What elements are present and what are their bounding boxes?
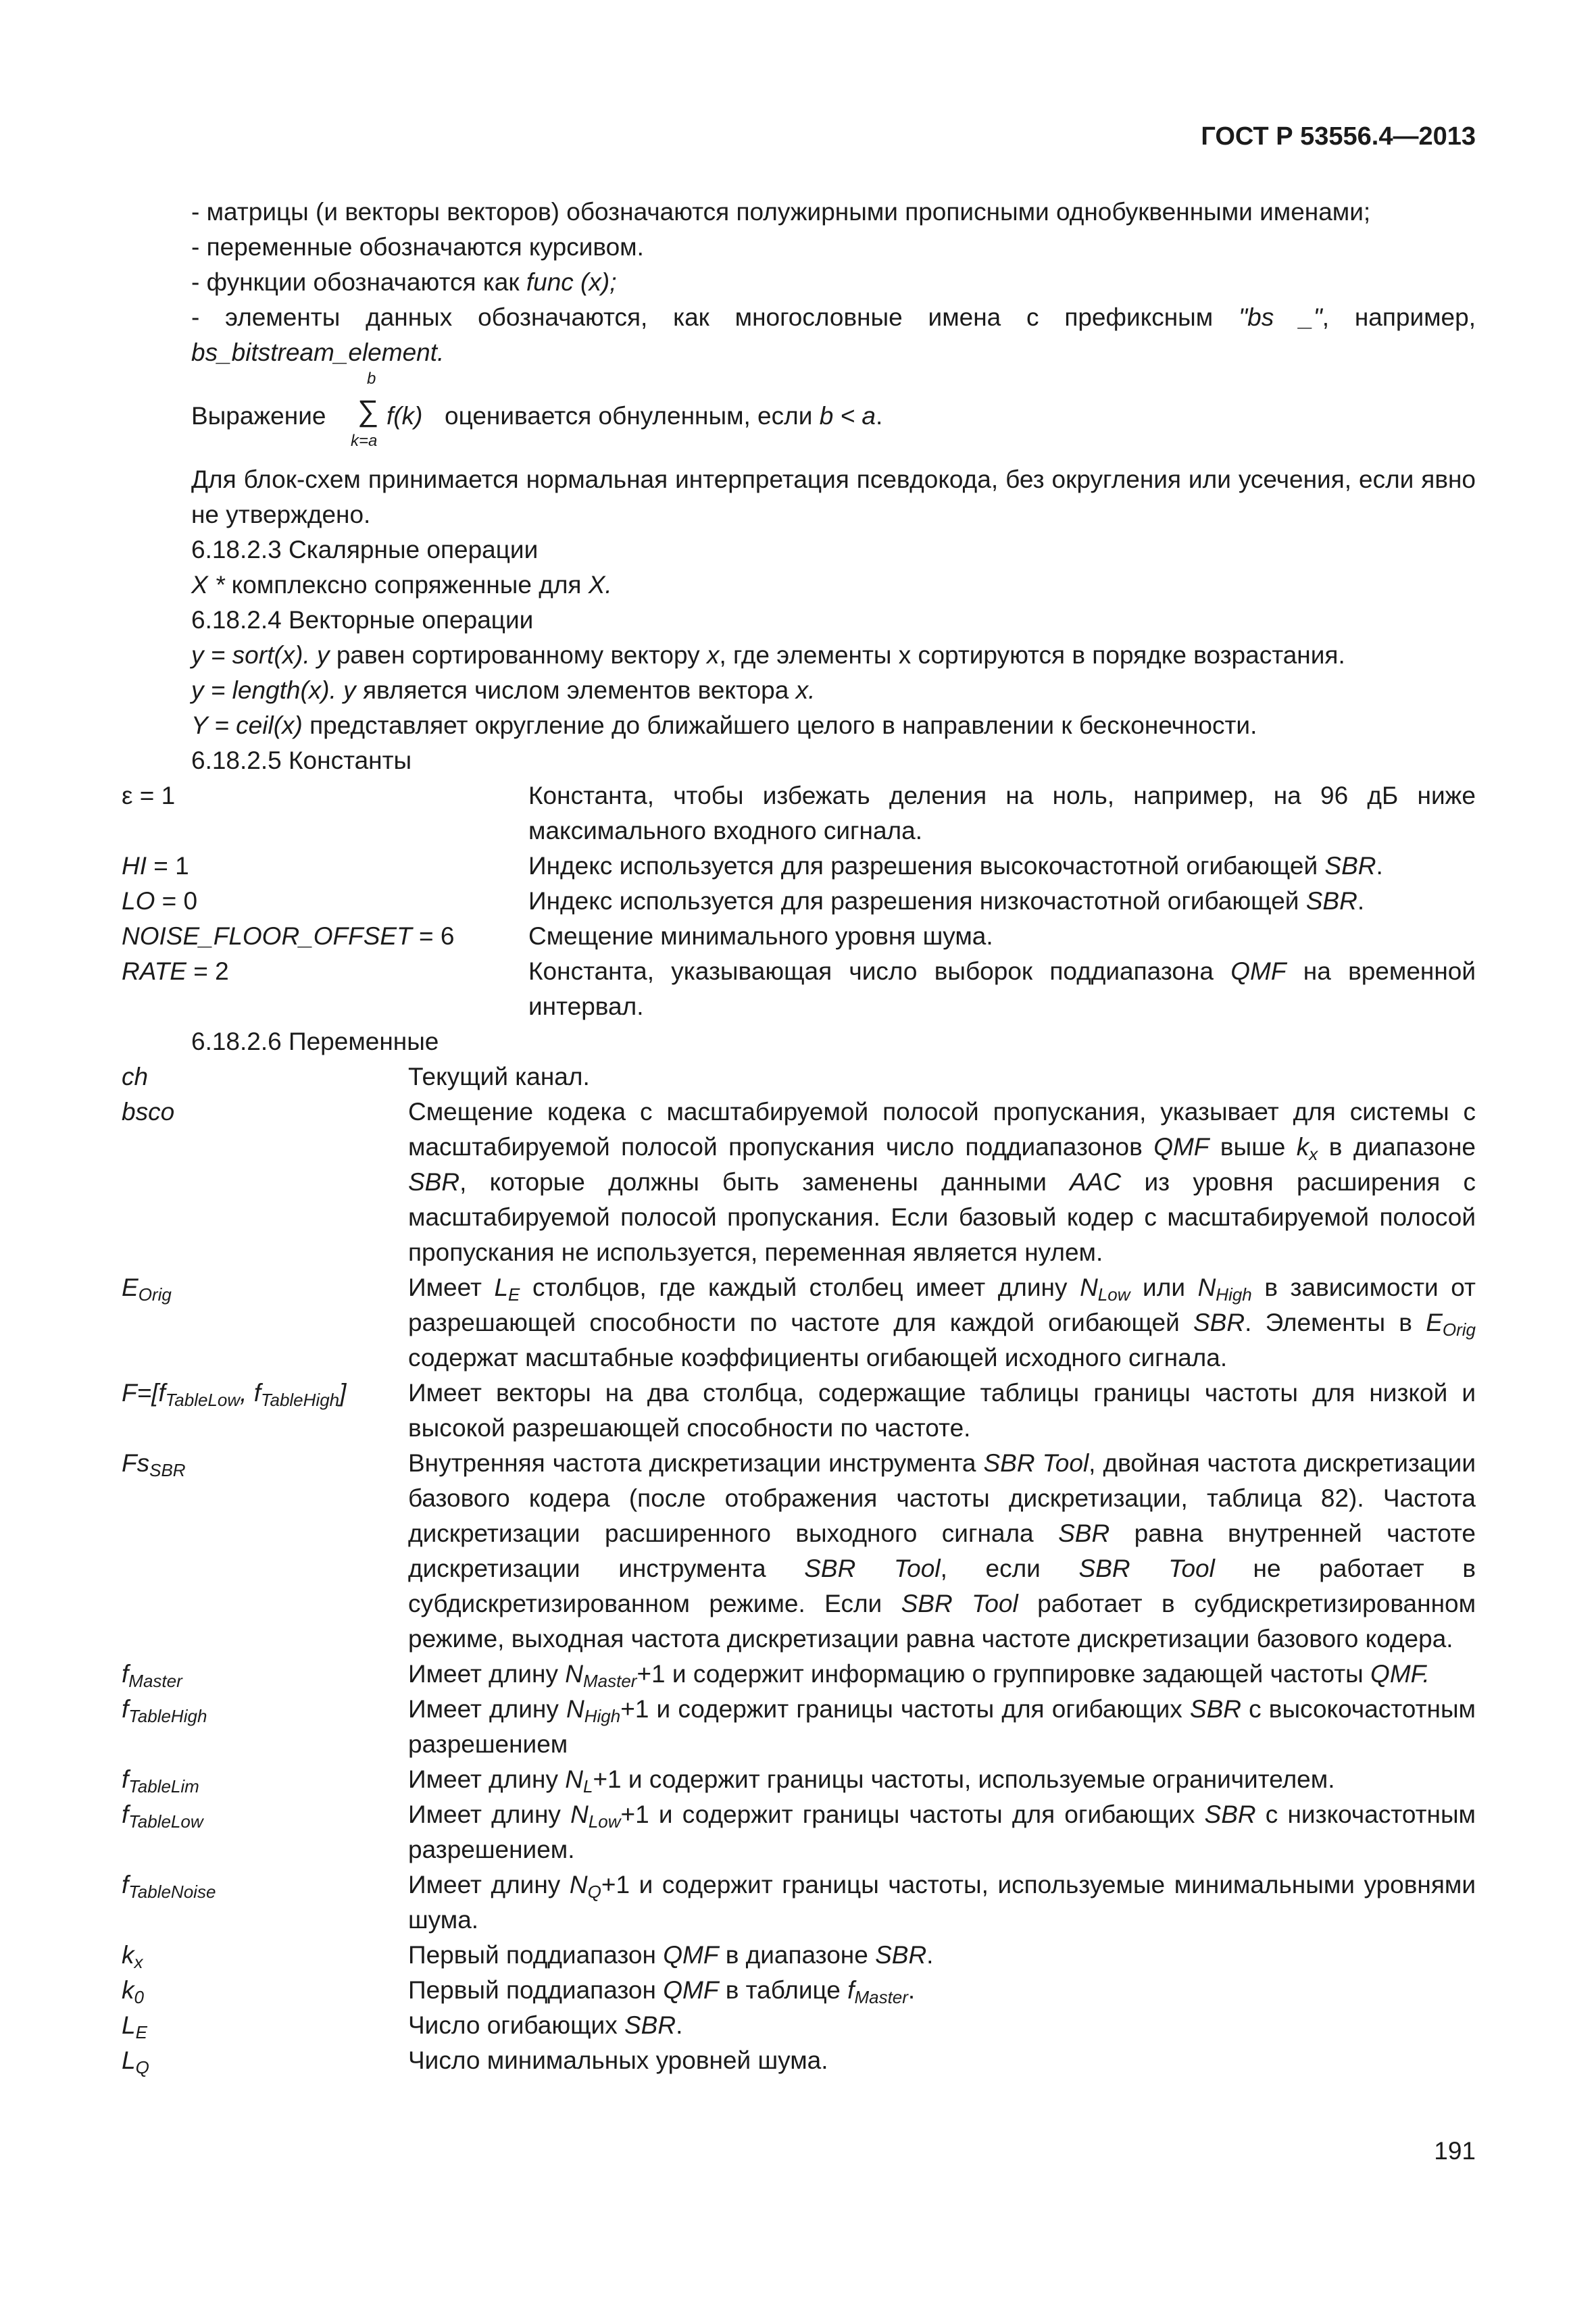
variable-f-master: $f_{Master}$ Имеет длину $N_{Master}+1$ и содержит информацию о группировке задающей частоты QMF. (122, 1660, 1430, 1691)
sigma-symbol: b ∑ k=a (351, 370, 379, 450)
variable-fs-sbr: $Fs_{SBR}$ Внутренняя частота дискретизации инструмента SBR Tool, двойная частота дискретизации базового кодера (после отображения частоты дискретизации, таблица 82). Частота дискретизации расширенного выходного сигнала SBR равна внутренней частоте дискретизации инструмента SBR Tool, если SBR Tool не работает в субдискретизированном режиме. Если SBR Tool работает в субдискретизированном режиме, выходная частота дискретизации равна частоте дискретизации базового кодера. (122, 1449, 1476, 1653)
variable-f-table-high: $f_{TableHigh}$ Имеет длину $N_{High}+1$ и содержит границы частоты для огибающих SBR с высокочастотным разрешением (122, 1695, 1476, 1758)
intro-line-matrices: - матрицы (и векторы векторов) обозначаются полужирными прописными однобуквенными именами; (191, 198, 1371, 226)
intro-line-data-elements: - элементы данных обозначаются, как многословные имена с префиксным "bs _", например, bs_bitstream_element. (191, 303, 1476, 366)
scalar-conjugate: X * комплексно сопряженные для X. (191, 571, 612, 599)
intro-line-functions: - функции обозначаются как func (x); (191, 268, 617, 296)
section-heading-scalar: 6.18.2.3 Скалярные операции (191, 536, 539, 563)
variable-ch: ch Текущий канал. (122, 1063, 590, 1090)
variable-bsco: bsco Смещение кодека с масштабируемой полосой пропускания, указывает для системы с масштабируемой полосой пропускания число поддиапазонов QMF выше $k_x$ в диапазоне SBR, которые должны быть заменены данными AAC из уровня расширения с масштабируемой полосой пропускания. Если базовый кодер с масштабируемой полосой пропускания не используется, переменная является нулем. (122, 1098, 1476, 1266)
vector-ceil: Y = ceil(x) представляет округление до ближайшего целого в направлении к бесконечности. (191, 711, 1257, 739)
constant-noise-floor-offset: NOISE_FLOOR_OFFSET = 6 Смещение минимального уровня шума. (122, 922, 993, 950)
page-number: 191 (1434, 2137, 1476, 2165)
variable-e-orig: $E_{Orig}$ Имеет $L_E$ столбцов, где каждый столбец имеет длину $N_{Low}$ или $N_{High}$ в зависимости от разрешающей способности по частоте для каждой огибающей SBR. Элементы в $E_{Orig}$ содержат масштабные коэффициенты огибающей исходного сигнала. (122, 1274, 1476, 1372)
constant-lo: LO = 0 Индекс используется для разрешения низкочастотной огибающей SBR. (122, 887, 1365, 915)
flowchart-paragraph: Для блок-схем принимается нормальная интерпретация псевдокода, без округления или усечения, если явно не утверждено. (191, 466, 1476, 528)
variable-f-table: $F=[f_{TableLow}$, $f_{TableHigh}$] Имеет векторы на два столбца, содержащие таблицы границы частоты для низкой и высокой разрешающей способности по частоте. (122, 1379, 1476, 1442)
section-heading-constants: 6.18.2.5 Константы (191, 747, 412, 774)
constant-rate: RATE = 2 Константа, указывающая число выборок поддиапазона QMF на временной интервал. (122, 957, 1476, 1020)
variable-f-table-noise: $f_{TableNoise}$ Имеет длину $N_Q+1$ и содержит границы частоты, используемые минимальными уровнями шума. (122, 1871, 1476, 1934)
vector-length: y = length(x). y является числом элементов вектора x. (191, 676, 816, 704)
vector-sort: y = sort(x). y равен сортированному вектору x, где элементы x сортируются в порядке возрастания. (191, 641, 1345, 669)
constant-epsilon: ε = 1 Константа, чтобы избежать деления на ноль, например, на 96 дБ ниже максимального входного сигнала. (122, 782, 1476, 845)
summation-formula: Выражение b ∑ k=a f(k) оценивается обнуленным, если b < a. (122, 370, 1476, 462)
variable-l-q: $L_Q$ Число минимальных уровней шума. (122, 2046, 828, 2078)
intro-line-variables: - переменные обозначаются курсивом. (191, 233, 644, 261)
constant-hi: HI = 1 Индекс используется для разрешения высокочастотной огибающей SBR. (122, 852, 1383, 880)
document-body (122, 195, 1476, 2078)
variable-l-e: $L_E$ Число огибающих SBR. (122, 2011, 683, 2042)
variable-f-table-lim: $f_{TableLim}$ Имеет длину $N_L+1$ и содержит границы частоты, используемые ограничителем. (122, 1765, 1335, 1796)
section-heading-vector: 6.18.2.4 Векторные операции (191, 606, 534, 634)
document-page (122, 0, 1476, 2314)
section-heading-variables: 6.18.2.6 Переменные (191, 1028, 439, 1055)
variable-k-x: $k_x$ Первый поддиапазон QMF в диапазоне SBR. (122, 1941, 934, 1972)
variable-k-0: $k_0$ Первый поддиапазон QMF в таблице $f_{Master}$. (122, 1976, 916, 2007)
variable-f-table-low: $f_{TableLow}$ Имеет длину $N_{Low}+1$ и содержит границы частоты для огибающих SBR с низкочастотным разрешением. (122, 1801, 1476, 1863)
document-header: ГОСТ Р 53556.4—2013 (1201, 122, 1476, 151)
